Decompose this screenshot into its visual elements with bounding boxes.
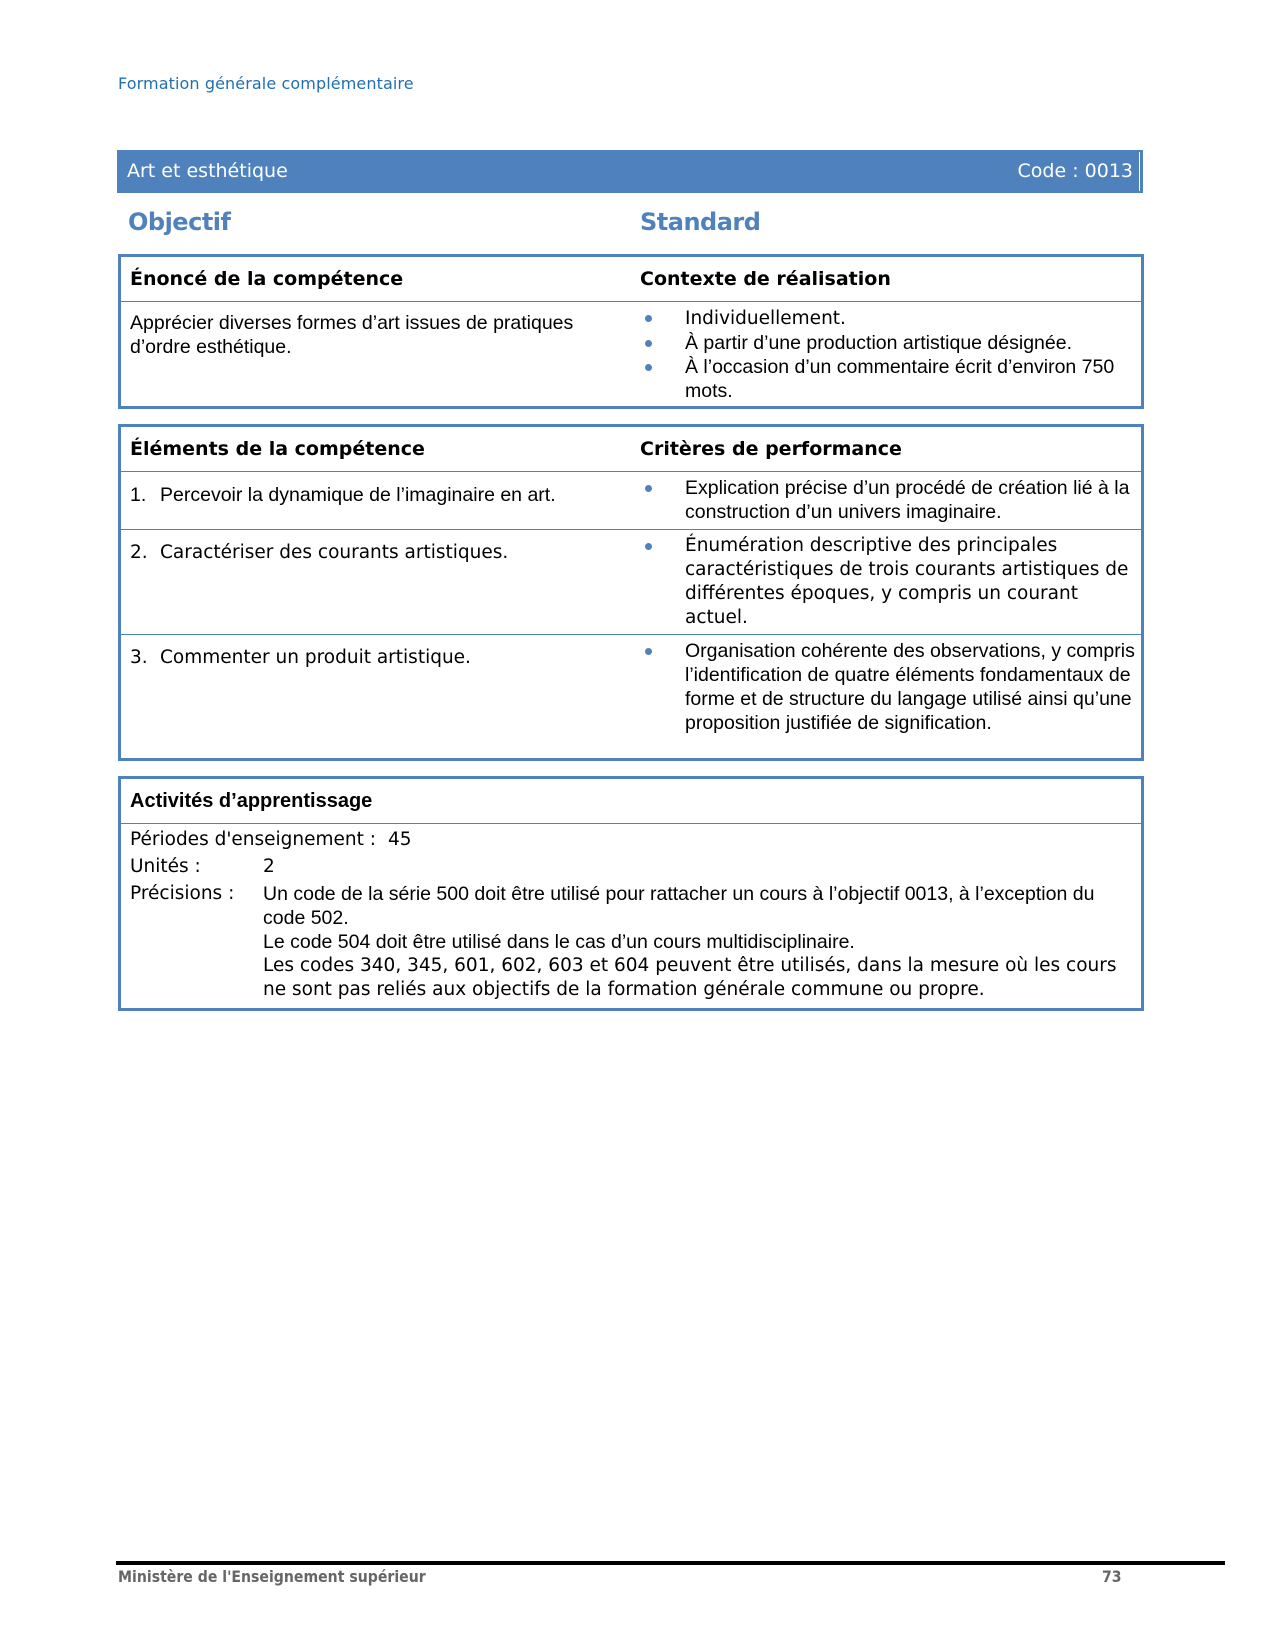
standard-heading: Standard [640, 208, 761, 236]
criterion-item: Énumération descriptive des principales caractéristiques de trois courants artistiques de différentes époques, y compris un courant actuel. [640, 534, 1141, 630]
course-title: Art et esthétique [127, 160, 288, 182]
activities-table-header [121, 779, 1141, 823]
activities-table [118, 776, 1144, 1011]
title-bar-edge [1139, 152, 1140, 191]
context-item: Individuellement. [640, 306, 1141, 331]
precision-item: Le code 504 doit être utilisé dans le cas d’un cours multidisciplinaire. [263, 931, 855, 953]
criteria-header: Critères de performance [640, 438, 902, 460]
units-line [130, 853, 1141, 880]
element-item: 2. Caractériser des courants artistiques. [130, 542, 509, 563]
footer-publisher: Ministère de l'Enseignement supérieur [118, 1567, 426, 1586]
bullet-icon [645, 315, 652, 322]
objectif-heading: Objectif [128, 208, 231, 236]
competence-statement: Apprécier diverses formes d’art issues de pratiques d’ordre esthétique. [130, 312, 574, 358]
bullet-icon [645, 543, 652, 550]
precisions-label: Précisions : [130, 883, 235, 904]
course-title-bar [117, 150, 1143, 193]
criterion-item: Organisation cohérente des observations, y compris l’identification de quatre éléments fondamentaux de forme et de structure du langage utilisé ainsi qu’une proposition justifiée de signification. [640, 639, 1141, 735]
context-item: À l’occasion d’un commentaire écrit d’environ 750 mots. [640, 355, 1141, 403]
periods-value: 45 [388, 829, 412, 850]
competence-table-body [121, 301, 1141, 403]
table-row [121, 471, 1141, 529]
periods-line [130, 826, 1141, 853]
page-number: 73 [1102, 1567, 1122, 1586]
elements-header: Éléments de la compétence [130, 438, 425, 460]
activities-header: Activités d’apprentissage [130, 789, 373, 812]
statement-header: Énoncé de la compétence [130, 268, 404, 290]
precisions-text [263, 880, 1141, 1002]
running-head: Formation générale complémentaire [118, 74, 414, 93]
bullet-icon [645, 485, 652, 492]
element-item: 3. Commenter un produit artistique. [130, 647, 471, 668]
footer-rule [116, 1561, 1225, 1565]
periods-label: Périodes d'enseignement : [130, 829, 377, 850]
context-item: À partir d’une production artistique désignée. [640, 331, 1141, 355]
elements-table-header [121, 427, 1141, 471]
bullet-icon [645, 648, 652, 655]
bullet-icon [645, 340, 652, 347]
course-code: Code : 0013 [1017, 160, 1133, 182]
context-list [640, 306, 1141, 403]
units-label: Unités : [130, 856, 201, 877]
criterion-item: Explication précise d’un procédé de création lié à la construction d’un univers imaginaire. [640, 476, 1141, 524]
precision-item: Un code de la série 500 doit être utilisé pour rattacher un cours à l’objectif 0013, à l’exception du code 502. [263, 883, 1095, 929]
bullet-icon [645, 364, 652, 371]
elements-table [118, 424, 1144, 761]
element-item: 1. Percevoir la dynamique de l’imaginaire en art. [130, 484, 556, 506]
precisions-line [130, 880, 1141, 1002]
activities-body [121, 823, 1141, 1002]
competence-table [118, 254, 1144, 409]
context-header: Contexte de réalisation [640, 268, 891, 290]
table-row [121, 529, 1141, 634]
competence-table-header [121, 257, 1141, 301]
table-row [121, 634, 1141, 763]
precision-item: Les codes 340, 345, 601, 602, 603 et 604 peuvent être utilisés, dans la mesure où les cours ne sont pas reliés aux objectifs de la formation générale commune ou propre. [263, 955, 1117, 1000]
units-value: 2 [263, 856, 275, 877]
